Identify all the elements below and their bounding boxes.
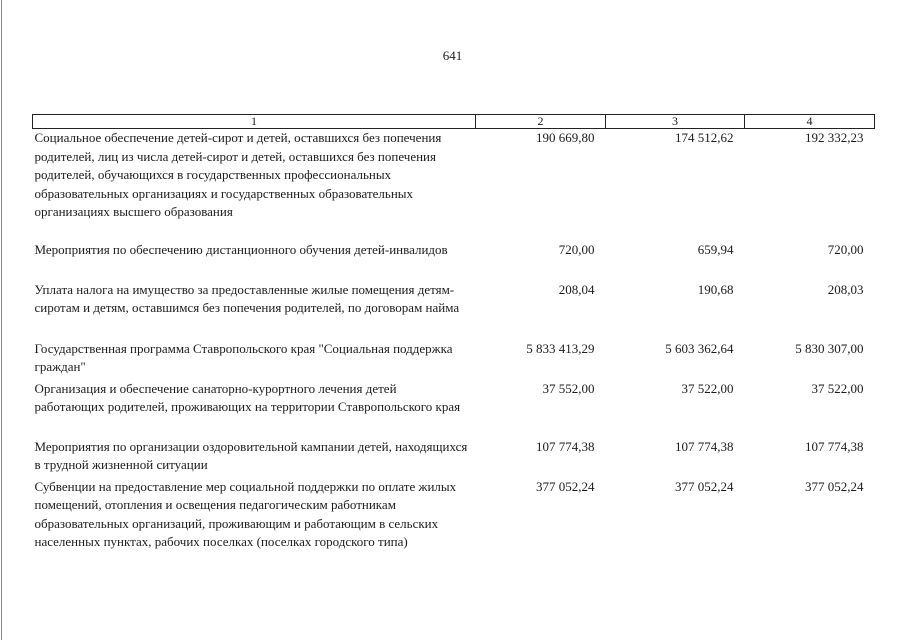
row-name: Государственная программа Ставропольского края "Социальная поддержка граждан" xyxy=(34,340,453,374)
header-row xyxy=(33,115,875,129)
table-row xyxy=(33,340,875,380)
budget-table xyxy=(32,114,875,552)
table-row xyxy=(33,478,875,552)
row-value-col3: 174 512,62 xyxy=(675,130,734,145)
table-row xyxy=(33,281,875,340)
row-value-col4: 107 774,38 xyxy=(805,438,864,454)
column-header-4: 4 xyxy=(745,115,875,129)
row-name: Социальное обеспечение детей-сирот и детей, оставшихся без попечения родителей, лиц из числа детей-сирот и детей, оставшихся без попечения родителей, обучающихся в государственных профессиональных образовательных организациях и государственных образовательных организациях высшего образования xyxy=(34,130,442,219)
row-name: Мероприятия по обеспечению дистанционного обучения детей-инвалидов xyxy=(34,241,448,257)
row-value-col4: 192 332,23 xyxy=(805,130,864,145)
row-value-col2: 190 669,80 xyxy=(536,130,595,145)
row-value-col3: 37 522,00 xyxy=(681,380,734,396)
row-value-col2: 5 833 413,29 xyxy=(526,340,595,356)
row-value-col3: 659,94 xyxy=(697,241,734,257)
scan-left-edge xyxy=(1,0,2,640)
row-value-col2: 107 774,38 xyxy=(536,438,595,454)
table-row xyxy=(33,129,875,241)
row-value-col4: 377 052,24 xyxy=(805,478,864,494)
row-value-col2: 208,04 xyxy=(558,281,595,297)
table-row xyxy=(33,241,875,281)
table-row xyxy=(33,380,875,438)
row-value-col3: 377 052,24 xyxy=(675,478,734,494)
row-name: Организация и обеспечение санаторно-курортного лечения детей работающих родителей, проживающих на территории Ставропольского края xyxy=(34,380,461,414)
row-name: Мероприятия по организации оздоровительной кампании детей, находящихся в трудной жизненной ситуации xyxy=(34,438,468,472)
table-body xyxy=(33,129,875,552)
row-value-col3: 5 603 362,64 xyxy=(665,340,734,356)
row-name: Субвенции на предоставление мер социальной поддержки по оплате жилых помещений, отопления и освещения педагогическим работникам образовательных организаций, проживающим и работающим в сельских населенных пунктах, рабочих поселках (поселках городского типа) xyxy=(34,478,457,549)
row-name: Уплата налога на имущество за предоставленные жилые помещения детям-сиротам и детям, оставшимся без попечения родителей, по договорам найма xyxy=(34,281,460,315)
row-value-col4: 720,00 xyxy=(827,241,864,257)
row-value-col3: 190,68 xyxy=(697,281,734,297)
page-number: 641 xyxy=(442,48,463,63)
table-header xyxy=(33,115,875,129)
row-value-col2: 720,00 xyxy=(558,241,595,257)
column-header-3: 3 xyxy=(606,115,745,129)
row-value-col4: 37 522,00 xyxy=(811,380,864,396)
table-row xyxy=(33,438,875,478)
row-value-col4: 208,03 xyxy=(827,281,864,297)
row-value-col4: 5 830 307,00 xyxy=(795,340,864,356)
column-header-2: 2 xyxy=(476,115,606,129)
row-value-col2: 37 552,00 xyxy=(542,380,595,396)
row-value-col3: 107 774,38 xyxy=(675,438,734,454)
column-header-1: 1 xyxy=(33,115,476,129)
row-value-col2: 377 052,24 xyxy=(536,478,595,494)
